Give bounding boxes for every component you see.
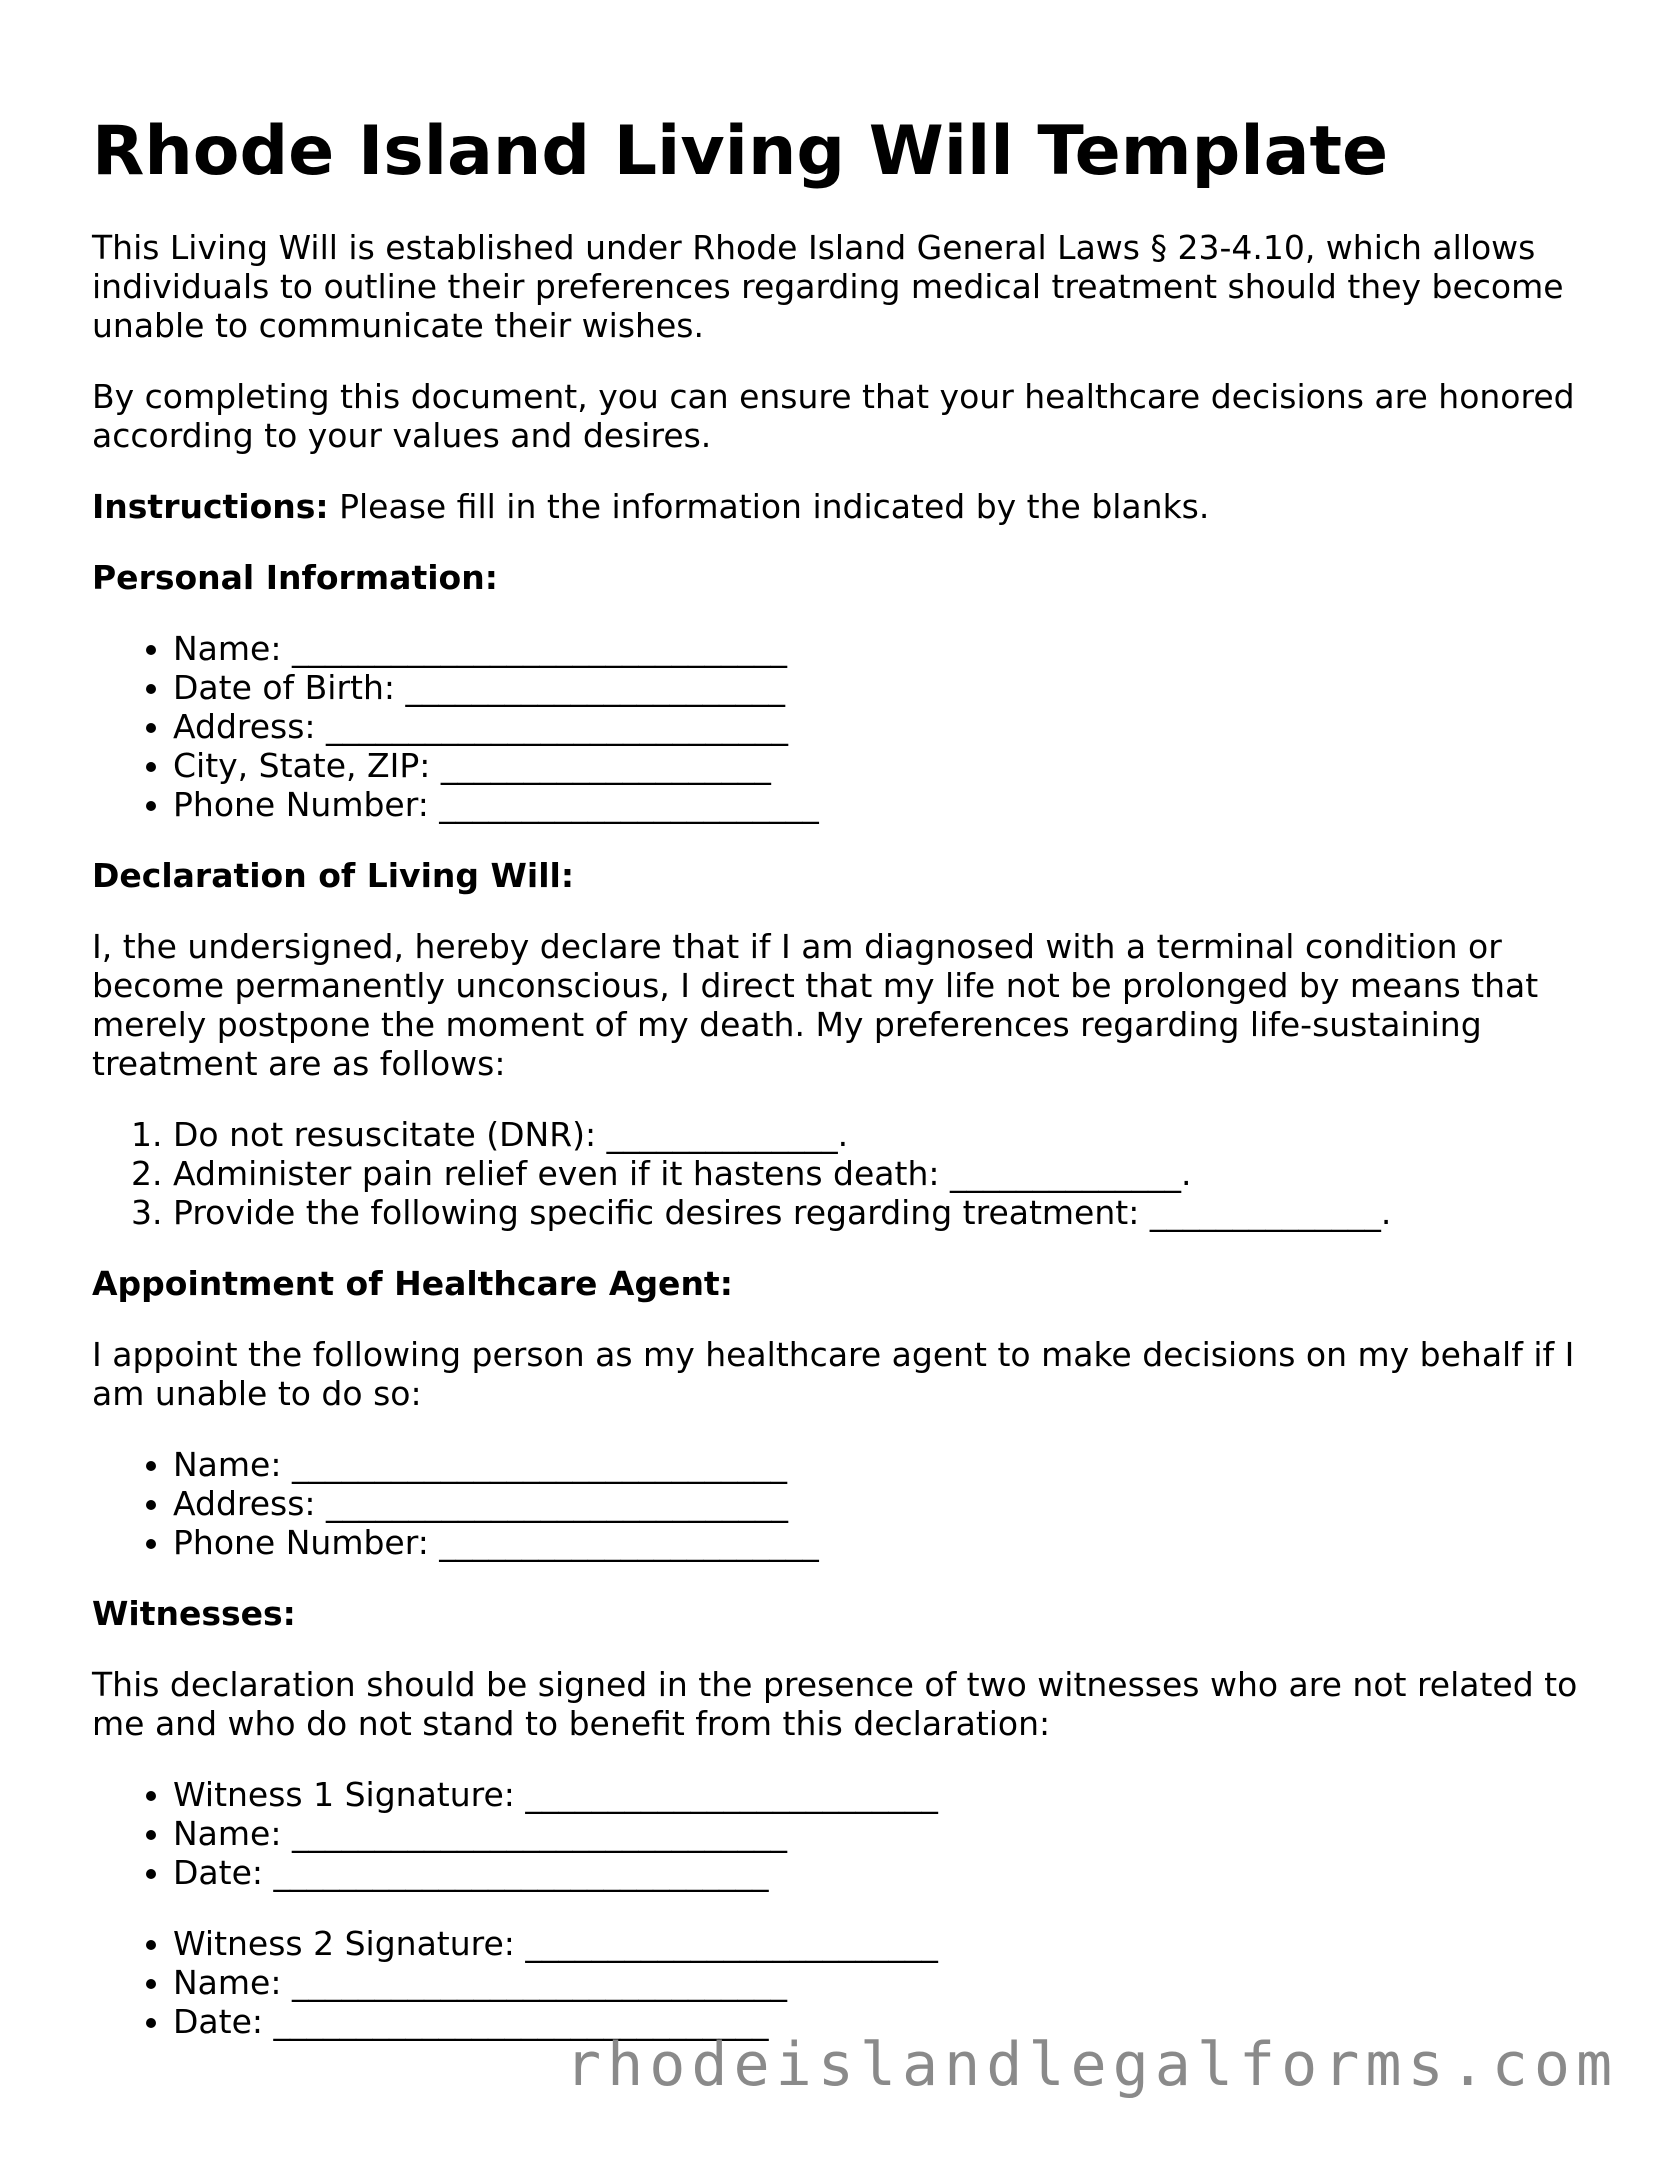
healthcare-agent-heading: Appointment of Healthcare Agent:	[92, 1264, 733, 1303]
witnesses-paragraph: This declaration should be signed in the presence of two witnesses who are not related to me and who do not stand to benefit from this declaration:	[92, 1665, 1578, 1743]
pain-relief-preference-field[interactable]: 2. Administer pain relief even if it hastens death: ______________.	[173, 1154, 1592, 1193]
witness-1-name-field[interactable]: • Name: ______________________________	[173, 1814, 1592, 1853]
witness-2-date-field[interactable]: • Date: ______________________________	[173, 2002, 1592, 2041]
witness-1-date-field[interactable]: • Date: ______________________________	[173, 1853, 1592, 1892]
specific-desires-field[interactable]: 3. Provide the following specific desires regarding treatment: ______________.	[173, 1193, 1592, 1232]
witnesses-heading: Witnesses:	[92, 1594, 296, 1633]
declaration-preferences-list	[92, 1115, 1592, 1232]
dnr-preference-field[interactable]: 1. Do not resuscitate (DNR): ______________.	[173, 1115, 1592, 1154]
declaration-heading: Declaration of Living Will:	[92, 856, 575, 895]
agent-phone-field[interactable]: • Phone Number: _______________________	[173, 1523, 1592, 1562]
personal-information-heading: Personal Information:	[92, 558, 498, 597]
witness-2-list	[92, 1924, 1592, 2041]
witness-1-signature-field[interactable]: • Witness 1 Signature: _________________________	[173, 1775, 1592, 1814]
instructions-text: Please fill in the information indicated by the blanks.	[328, 487, 1210, 526]
personal-information-list	[92, 629, 1592, 824]
personal-dob-field[interactable]: • Date of Birth: _______________________	[173, 668, 1592, 707]
declaration-paragraph: I, the undersigned, hereby declare that if I am diagnosed with a terminal condition or become permanently unconscious, I direct that my life not be prolonged by means that merely postpone the moment of my death. My preferences regarding life-sustaining treatment are as follows:	[92, 927, 1539, 1083]
intro-paragraph-1: This Living Will is established under Rhode Island General Laws § 23-4.10, which allows individuals to outline their preferences regarding medical treatment should they become unable to communicate their wishes.	[92, 228, 1564, 345]
site-watermark: rhodeislandlegalforms.com	[565, 2030, 1619, 2100]
personal-address-field[interactable]: • Address: ____________________________	[173, 707, 1592, 746]
witness-2-signature-field[interactable]: • Witness 2 Signature: _________________________	[173, 1924, 1592, 1963]
instructions-label: Instructions:	[92, 487, 329, 526]
instructions-paragraph	[92, 487, 1592, 526]
personal-name-field[interactable]: • Name: ______________________________	[173, 629, 1592, 668]
witness-1-list	[92, 1775, 1592, 1892]
personal-city-state-zip-field[interactable]: • City, State, ZIP: ____________________	[173, 746, 1592, 785]
healthcare-agent-list	[92, 1445, 1592, 1562]
agent-name-field[interactable]: • Name: ______________________________	[173, 1445, 1592, 1484]
personal-phone-field[interactable]: • Phone Number: _______________________	[173, 785, 1592, 824]
document-page	[92, 112, 1592, 2073]
document-title: Rhode Island Living Will Template	[92, 112, 1389, 191]
intro-paragraph-2: By completing this document, you can ensure that your healthcare decisions are honored according to your values and desires.	[92, 377, 1575, 455]
healthcare-agent-paragraph: I appoint the following person as my healthcare agent to make decisions on my behalf if I am unable to do so:	[92, 1335, 1575, 1413]
witness-2-name-field[interactable]: • Name: ______________________________	[173, 1963, 1592, 2002]
agent-address-field[interactable]: • Address: ____________________________	[173, 1484, 1592, 1523]
